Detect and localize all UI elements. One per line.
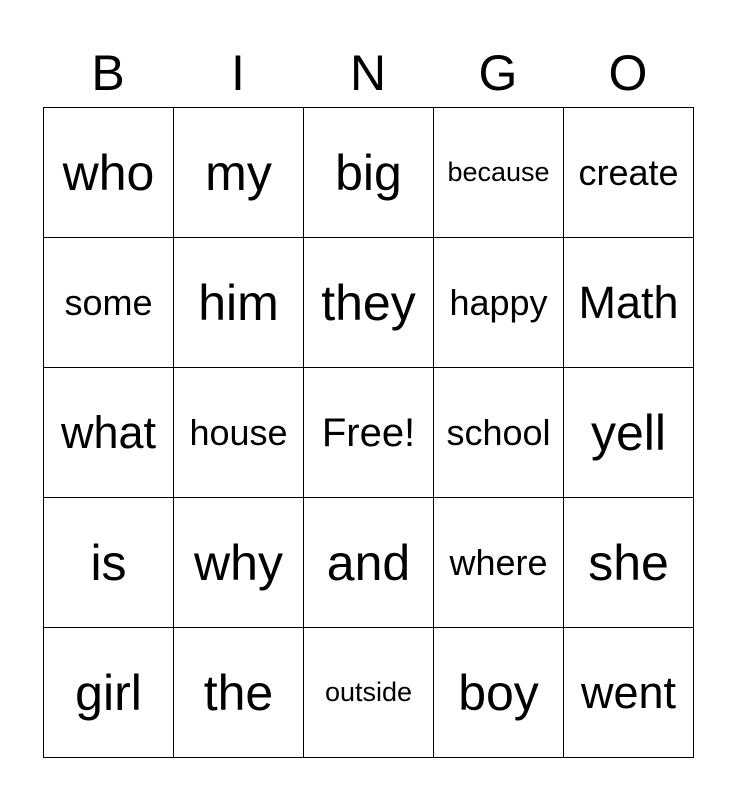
- bingo-header: [43, 40, 693, 106]
- bingo-board: [43, 107, 694, 758]
- header-letter-i: I: [231, 45, 245, 101]
- bingo-cell[interactable]: boy: [434, 628, 564, 758]
- header-letter-n: N: [349, 45, 387, 101]
- bingo-cell[interactable]: my: [174, 108, 304, 238]
- bingo-cell free-space[interactable]: Free!: [304, 368, 434, 498]
- bingo-cell[interactable]: create: [564, 108, 694, 238]
- bingo-cell[interactable]: what: [44, 368, 174, 498]
- bingo-cell[interactable]: house: [174, 368, 304, 498]
- bingo-cell[interactable]: him: [174, 238, 304, 368]
- header-letter-b: B: [91, 45, 125, 101]
- bingo-cell[interactable]: who: [44, 108, 174, 238]
- header-letter-g: G: [478, 45, 518, 101]
- bingo-cell[interactable]: outside: [304, 628, 434, 758]
- bingo-cell[interactable]: where: [434, 498, 564, 628]
- bingo-cell[interactable]: went: [564, 628, 694, 758]
- bingo-cell[interactable]: she: [564, 498, 694, 628]
- bingo-cell[interactable]: big: [304, 108, 434, 238]
- bingo-cell[interactable]: is: [44, 498, 174, 628]
- bingo-cell[interactable]: yell: [564, 368, 694, 498]
- bingo-cell[interactable]: the: [174, 628, 304, 758]
- bingo-cell[interactable]: happy: [434, 238, 564, 368]
- bingo-cell[interactable]: and: [304, 498, 434, 628]
- bingo-cell[interactable]: some: [44, 238, 174, 368]
- bingo-cell[interactable]: why: [174, 498, 304, 628]
- bingo-cell[interactable]: they: [304, 238, 434, 368]
- header-letter-o: O: [608, 45, 648, 101]
- bingo-cell[interactable]: school: [434, 368, 564, 498]
- bingo-cell[interactable]: girl: [44, 628, 174, 758]
- bingo-cell[interactable]: because: [434, 108, 564, 238]
- bingo-cell[interactable]: Math: [564, 238, 694, 368]
